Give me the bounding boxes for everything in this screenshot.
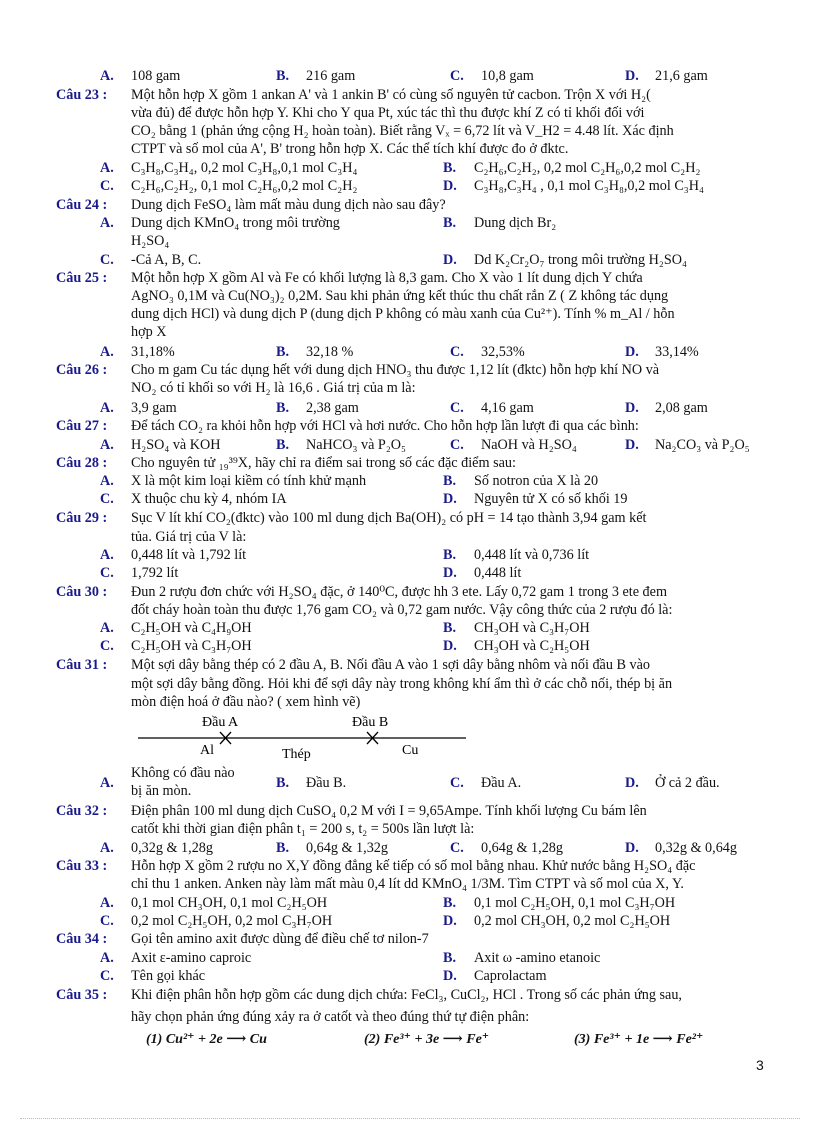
option-label: D. [443,913,457,929]
option-text: Dung dịch KMnO₄ trong môi trường [131,215,340,231]
question-text: Dung dịch FeSO₄ làm mất màu dung dịch nào sau đây? [131,197,446,213]
option-text: C₂H₆,C₂H₂, 0,2 mol C₂H₆,0,2 mol C₂H₂ [474,160,701,176]
option-label: D. [625,840,639,856]
option-label: D. [443,968,457,984]
option-text: NaOH và H₂SO₄ [481,437,577,453]
page-number: 3 [756,1057,764,1073]
option-label: C. [450,840,464,856]
end-a-label: Đầu A [202,715,239,730]
question-text: Khi điện phân hỗn hợp gồm các dung dịch chứa: FeCl₃, CuCl₂, HCl . Trong số các phản ứng sau, [131,987,682,1003]
question-text: AgNO₃ 0,1M và Cu(NO₃)₂ 0,2M. Sau khi phản ứng kết thúc thu chất rắn Z ( Z không tác dụng [131,288,669,304]
option-label: B. [276,437,290,453]
option-label: A. [100,344,114,360]
option-label: D. [625,775,639,791]
option-label: D. [625,344,639,360]
question-label: Câu 25 : [56,270,108,286]
option-text: 0,64g & 1,32g [306,840,388,856]
question-label: Câu 34 : [56,931,108,947]
option-label: C. [450,775,464,791]
option-label: D. [443,565,457,581]
question-text: CO₂ bằng 1 (phản ứng cộng H₂ hoàn toàn). Biết rằng Vₓ = 6,72 lít và V_H2 = 4.48 lít. Xác định [131,123,674,139]
option-text: bị ăn mòn. [131,783,192,799]
question-text: Đun 2 rượu đơn chức với H₂SO₄ đặc, ở 140⁰C, được hh 3 ete. Lấy 0,72 gam 1 trong 3 ete đem [131,584,667,600]
option-label: B. [443,215,457,231]
option-text: 0,1 mol CH₃OH, 0,1 mol C₂H₅OH [131,895,328,911]
option-label: B. [443,160,457,176]
option-text: 108 gam [131,68,181,84]
option-text: Axit ε-amino caproic [131,950,252,966]
question-text: hợp X [131,324,167,340]
option-label: D. [443,491,457,507]
question-text: một sợi dây bằng đồng. Hỏi khi để sợi dây này trong không khí ẩm thì ở các chỗ nối, thép bị ăn [131,676,673,692]
equation-1: (1) Cu²⁺ + 2e ⟶ Cu [146,1032,267,1047]
question-text: hãy chọn phản ứng đúng xảy ra ở catốt và theo đúng thứ tự điện phân: [131,1009,530,1025]
question-label: Câu 35 : [56,987,108,1003]
question-text: đốt cháy hoàn toàn thu được 1,76 gam CO₂ và 0,72 gam nước. Vậy công thức của 2 rượu đó là: [131,602,673,618]
option-text: C₃H₈,C₃H₄ , 0,1 mol C₃H₈,0,2 mol C₃H₄ [474,178,704,194]
option-label: A. [100,895,114,911]
option-text: X là một kim loại kiềm có tính khử mạnh [131,473,367,489]
option-label: D. [625,68,639,84]
option-label: A. [100,400,114,416]
option-label: C. [450,68,464,84]
option-text: C₃H₈,C₃H₄, 0,2 mol C₃H₈,0,1 mol C₃H₄ [131,160,358,176]
option-text: 2,08 gam [655,400,708,416]
option-text: 216 gam [306,68,356,84]
option-text: H₂SO₄ và KOH [131,437,221,453]
question-text: mòn điện hoá ở đầu nào? ( xem hình vẽ) [131,694,361,710]
question-label: Câu 30 : [56,584,108,600]
option-label: D. [625,400,639,416]
option-label: D. [443,638,457,654]
option-text: 32,18 % [306,344,354,360]
question-text: CTPT và số mol của A', B' trong hỗn hợp X. Các thể tích khí được đo ở đktc. [131,141,569,157]
question-text: Cho m gam Cu tác dụng hết với dung dịch HNO₃ thu được 1,12 lít (đktc) hỗn hợp khí NO và [131,362,660,378]
question-text: catốt khi thời gian điện phân t₁ = 200 s, t₂ = 500s lần lượt là: [131,821,475,837]
question-label: Câu 32 : [56,803,108,819]
option-text: CH₃OH và C₃H₇OH [474,620,590,636]
question-text: Hỗn hợp X gồm 2 rượu no X,Y đồng đẳng kế tiếp có số mol bằng nhau. Khử nước bằng H₂SO₄ đặc [131,858,696,874]
option-text: 31,18% [131,344,175,360]
option-label: B. [443,473,457,489]
option-label: A. [100,68,114,84]
option-text: H₂SO₄ [131,233,170,249]
question-text: Cho nguyên tử ₁₉³⁹X, hãy chỉ ra điểm sai trong số các đặc điểm sau: [131,455,516,471]
option-text: Dd K₂Cr₂O₇ trong môi trường H₂SO₄ [474,252,687,268]
option-text: 3,9 gam [131,400,177,416]
question-label: Câu 33 : [56,858,108,874]
end-b-label: Đầu B [352,715,389,730]
question-label: Câu 31 : [56,657,108,673]
option-label: D. [625,437,639,453]
option-label: C. [100,968,114,984]
option-text: 0,32g & 0,64g [655,840,737,856]
cu-label: Cu [402,743,419,758]
option-text: Tên gọi khác [131,968,206,984]
option-text: CH₃OH và C₂H₅OH [474,638,590,654]
option-label: C. [100,565,114,581]
option-text: X thuộc chu kỳ 4, nhóm IA [131,491,287,507]
option-text: NaHCO₃ và P₂O₅ [306,437,406,453]
question-text: Điện phân 100 ml dung dịch CuSO₄ 0,2 M với I = 9,65Ampe. Tính khối lượng Cu bám lên [131,803,647,819]
option-text: 0,448 lít [474,565,522,581]
option-label: A. [100,437,114,453]
option-label: A. [100,950,114,966]
question-text: Sục V lít khí CO₂(đktc) vào 100 ml dung dịch Ba(OH)₂ có pH = 14 tạo thành 3,94 gam kết [131,510,647,526]
option-text: Ở cả 2 đầu. [655,775,720,791]
option-label: B. [276,775,290,791]
option-text: 0,1 mol C₂H₅OH, 0,1 mol C₃H₇OH [474,895,676,911]
option-text: 2,38 gam [306,400,359,416]
option-text: 33,14% [655,344,699,360]
option-label: C. [100,913,114,929]
option-label: B. [443,950,457,966]
option-text: 10,8 gam [481,68,534,84]
option-label: A. [100,840,114,856]
option-label: C. [100,178,114,194]
option-text: Đầu A. [481,775,522,791]
steel-label: Thép [282,747,311,762]
option-text: -Cả A, B, C. [131,252,202,268]
option-label: A. [100,775,114,791]
option-label: B. [443,620,457,636]
option-text: C₂H₅OH và C₄H₉OH [131,620,252,636]
question-label: Câu 26 : [56,362,108,378]
question-text: Một hỗn hợp X gồm 1 ankan A' và 1 ankin B' có cùng số nguyên tử cacbon. Trộn X với H₂( [131,87,651,103]
option-text: C₂H₆,C₂H₂, 0,1 mol C₂H₆,0,2 mol C₂H₂ [131,178,358,194]
option-text: 1,792 lít [131,565,179,581]
question-text: Để tách CO₂ ra khỏi hỗn hợp với HCl và hơi nước. Cho hỗn hợp lần lượt đi qua các bình: [131,418,639,434]
option-label: C. [100,252,114,268]
option-label: D. [443,252,457,268]
footer-divider [20,1118,800,1119]
option-label: C. [450,437,464,453]
option-label: C. [450,344,464,360]
question-text: dung dịch HCl) và dung dịch P (dung dịch P không có màu xanh của Cu²⁺). Tính % m_Al / hỗn [131,306,675,322]
question-text: Một hỗn hợp X gồm Al và Fe có khối lượng là 8,3 gam. Cho X vào 1 lít dung dịch Y chứa [131,270,643,286]
question-text: Một sợi dây bằng thép có 2 đầu A, B. Nối đầu A vào 1 sợi dây bằng nhôm và nối đầu B vào [131,657,650,673]
option-label: B. [276,68,290,84]
equation-3: (3) Fe³⁺ + 1e ⟶ Fe²⁺ [574,1032,704,1047]
question-label: Câu 23 : [56,87,108,103]
option-label: D. [443,178,457,194]
option-text: 0,448 lít và 0,736 lít [474,547,590,563]
option-label: B. [443,895,457,911]
option-label: C. [100,638,114,654]
option-text: 0,448 lít và 1,792 lít [131,547,247,563]
option-label: A. [100,215,114,231]
question-label: Câu 29 : [56,510,108,526]
question-label: Câu 24 : [56,197,108,213]
option-text: Nguyên tử X có số khối 19 [474,491,628,507]
option-text: 0,32g & 1,28g [131,840,213,856]
option-text: 0,2 mol CH₃OH, 0,2 mol C₂H₅OH [474,913,671,929]
option-text: Axit ω -amino etanoic [474,950,601,966]
question-text: NO₂ có tỉ khối so với H₂ là 16,6 . Giá trị của m là: [131,380,416,396]
equation-2: (2) Fe³⁺ + 3e ⟶ Fe⁺ [364,1032,490,1047]
option-label: B. [276,400,290,416]
al-label: Al [200,743,214,758]
option-label: B. [276,344,290,360]
option-text: 0,2 mol C₂H₅OH, 0,2 mol C₃H₇OH [131,913,333,929]
option-text: Caprolactam [474,968,547,984]
option-text: Không có đầu nào [131,765,235,781]
option-label: A. [100,160,114,176]
question-label: Câu 28 : [56,455,108,471]
option-text: 4,16 gam [481,400,534,416]
option-label: A. [100,620,114,636]
question-text: chỉ thu 1 anken. Anken này làm mất màu 0,4 lít dd KMnO₄ 1/3M. Tìm CTPT và số mol của X, Y. [131,876,684,892]
option-label: A. [100,473,114,489]
option-text: Na₂CO₃ và P₂O₅ [655,437,750,453]
option-label: B. [443,547,457,563]
option-text: Dung dịch Br₂ [474,215,557,231]
question-label: Câu 27 : [56,418,108,434]
option-text: 32,53% [481,344,525,360]
question-text: vừa đủ) để được hỗn hợp Y. Khi cho Y qua Pt, xúc tác thì thu được khí Z có tỉ khối đối với [131,105,645,121]
option-label: C. [100,491,114,507]
question-text: Gọi tên amino axit được dùng để điều chế tơ nilon-7 [131,931,429,947]
option-text: Đầu B. [306,775,347,791]
option-text: 21,6 gam [655,68,708,84]
option-label: C. [450,400,464,416]
option-text: C₂H₅OH và C₃H₇OH [131,638,252,654]
option-text: 0,64g & 1,28g [481,840,563,856]
option-label: B. [276,840,290,856]
question-text: tủa. Giá trị của V là: [131,529,247,545]
option-text: Số notron của X là 20 [474,473,599,489]
option-label: A. [100,547,114,563]
wire-diagram [130,712,475,762]
